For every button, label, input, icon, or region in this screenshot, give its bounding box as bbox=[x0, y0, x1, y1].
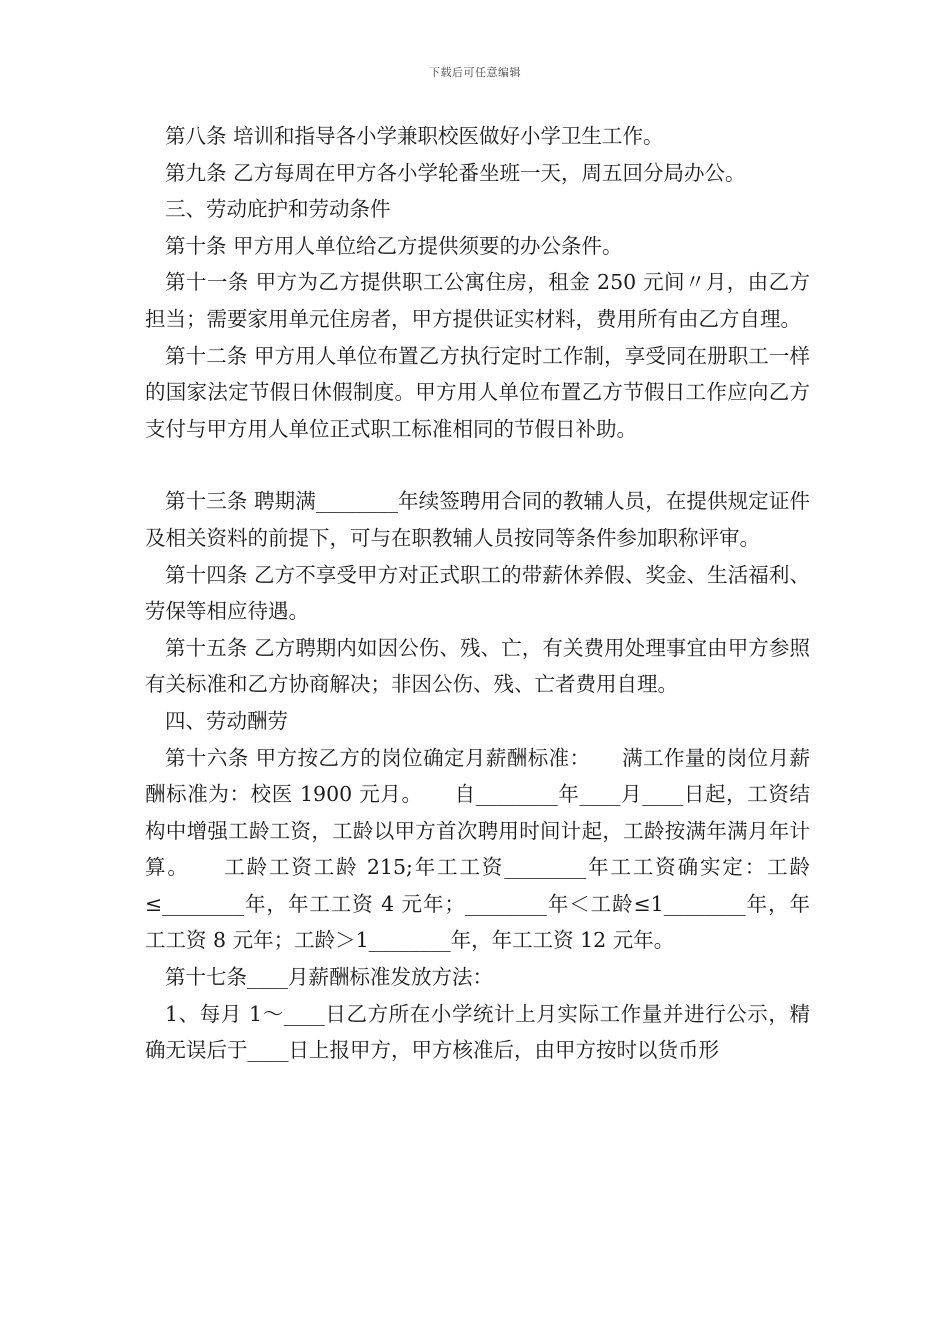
article-16: 第十六条 甲方按乙方的岗位确定月薪酬标准： 满工作量的岗位月薪酬标准为：校医 1900 元月。 自________年____月____日起，工资结构中增强工龄工资，工龄以甲方首次聘用时间计起，工龄按满年满月年计算。 工龄工资工龄 215;年工工资________年工工资确实定：工龄≤________年，年工工资 4 元年；________年＜工龄≤1________年，年工工资 8 元年；工龄＞1________年，年工工资 12 元年。 bbox=[145, 745, 810, 953]
article-15: 第十五条 乙方聘期内如因公伤、残、亡，有关费用处理事宜由甲方参照有关标准和乙方协商解决；非因公伤、残、亡者费用自理。 bbox=[145, 635, 810, 697]
section-heading-4: 四、劳动酬劳 bbox=[165, 708, 288, 733]
paragraph-gap bbox=[145, 447, 810, 483]
article-17-item-1: 1、每月 1～____日乙方所在小学统计上月实际工作量并进行公示，精确无误后于____日上报甲方，甲方核准后，由甲方按时以货币形 bbox=[145, 1001, 810, 1063]
article-12: 第十二条 甲方用人单位布置乙方执行定时工作制，享受同在册职工一样的国家法定节假日休假制度。甲方用人单位布置乙方节假日工作应向乙方支付与甲方用人单位正式职工标准相同的节假日补助。 bbox=[145, 343, 810, 441]
article-13: 第十三条 聘期满________年续签聘用合同的教辅人员，在提供规定证件及相关资料的前提下，可与在职教辅人员按同等条件参加职称评审。 bbox=[145, 489, 810, 550]
article-11: 第十一条 甲方为乙方提供职工公寓住房，租金 250 元间〃月，由乙方担当；需要家用单元住房者，甲方提供证实材料，费用所有由乙方自理。 bbox=[145, 270, 810, 331]
article-17: 第十七条____月薪酬标准发放方法： bbox=[165, 965, 493, 990]
article-9: 第九条 乙方每周在甲方各小学轮番坐班一天，周五回分局办公。 bbox=[165, 160, 746, 185]
document-body bbox=[145, 118, 810, 1069]
page-header: 下载后可任意编辑 bbox=[429, 66, 521, 79]
section-heading-3: 三、劳动庇护和劳动条件 bbox=[165, 197, 391, 222]
article-8: 第八条 培训和指导各小学兼职校医做好小学卫生工作。 bbox=[165, 124, 664, 148]
article-14: 第十四条 乙方不享受甲方对正式职工的带薪休养假、奖金、生活福利、劳保等相应待遇。 bbox=[145, 562, 810, 624]
article-10: 第十条 甲方用人单位给乙方提供须要的办公条件。 bbox=[165, 233, 623, 258]
